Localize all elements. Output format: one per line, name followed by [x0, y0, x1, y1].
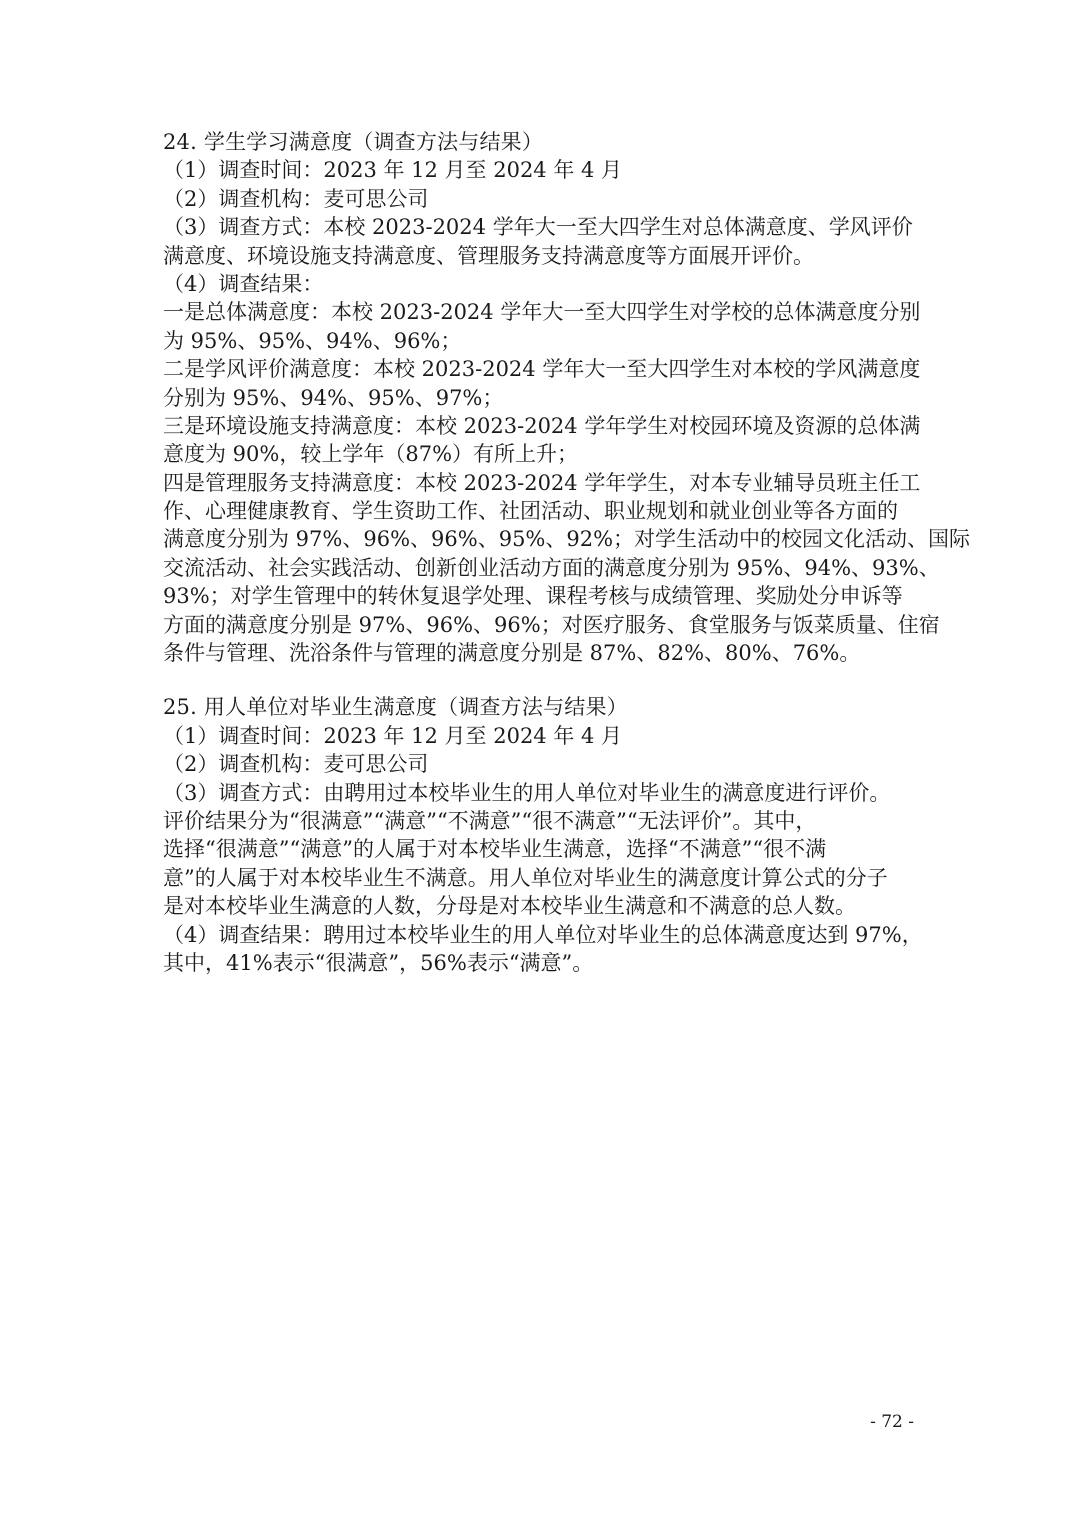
paragraph-line: 为 95%、95%、94%、96%； [163, 328, 462, 353]
paragraph-line: 二是学风评价满意度：本校 2023-2024 学年大一至大四学生对本校的学风满意度 [163, 357, 921, 382]
paragraph-line: （4）调查结果：聘用过本校毕业生的用人单位对毕业生的总体满意度达到 97%， [163, 922, 923, 947]
paragraph-line: 满意度分别为 97%、96%、96%、95%、92%；对学生活动中的校园文化活动、国际 [163, 527, 971, 552]
paragraph-line: 作、心理健康教育、学生资助工作、社团活动、职业规划和就业创业等各方面的 [163, 499, 898, 524]
paragraph-line: 三是环境设施支持满意度：本校 2023-2024 学年学生对校园环境及资源的总体满 [163, 413, 921, 438]
paragraph-line: （2）调查机构：麦可思公司 [163, 752, 429, 777]
paragraph-line: 四是管理服务支持满意度：本校 2023-2024 学年学生，对本专业辅导员班主任工 [163, 470, 921, 495]
section-25-heading: 25. 用人单位对毕业生满意度（调查方法与结果） [163, 695, 628, 720]
paragraph-line: （2）调查机构：麦可思公司 [163, 186, 429, 211]
paragraph-line: 93%；对学生管理中的转休复退学处理、课程考核与成绩管理、奖励处分申诉等 [163, 584, 903, 609]
paragraph-line: 一是总体满意度：本校 2023-2024 学年大一至大四学生对学校的总体满意度分别 [163, 300, 921, 325]
paragraph-line: 意度为 90%，较上学年（87%）有所上升； [163, 442, 579, 467]
paragraph-line: （3）调查方式：由聘用过本校毕业生的用人单位对毕业生的满意度进行评价。 [163, 780, 891, 805]
section-24-heading: 24. 学生学习满意度（调查方法与结果） [163, 130, 544, 154]
paragraph-line: （3）调查方式：本校 2023-2024 学年大一至大四学生对总体满意度、学风评价 [163, 215, 913, 240]
paragraph-line: （1）调查时间：2023 年 12 月至 2024 年 4 月 [163, 158, 623, 183]
page-number: - 72 - [870, 1412, 914, 1432]
section-25 [163, 693, 923, 977]
paragraph-line: 方面的满意度分别是 97%、96%、96%；对医疗服务、食堂服务与饭菜质量、住宿 [163, 612, 940, 637]
document-page [163, 128, 971, 977]
paragraph-line: 满意度、环境设施支持满意度、管理服务支持满意度等方面展开评价。 [163, 243, 814, 268]
paragraph-line: 评价结果分为“很满意”“满意”“不满意”“很不满意”“无法评价”。其中， [163, 808, 817, 833]
paragraph-line: 意”的人属于对本校毕业生不满意。用人单位对毕业生的满意度计算公式的分子 [163, 865, 888, 890]
paragraph-line: 其中，41%表示“很满意”，56%表示“满意”。 [163, 950, 594, 975]
paragraph-line: 分别为 95%、94%、95%、97%； [163, 385, 504, 410]
paragraph-line: （4）调查结果： [163, 271, 324, 296]
section-24 [163, 128, 971, 667]
paragraph-line: 选择“很满意”“满意”的人属于对本校毕业生满意，选择“不满意”“很不满 [163, 837, 827, 862]
paragraph-line: 条件与管理、洗浴条件与管理的满意度分别是 87%、82%、80%、76%。 [163, 641, 861, 666]
paragraph-line: 是对本校毕业生满意的人数，分母是对本校毕业生满意和不满意的总人数。 [163, 894, 856, 919]
paragraph-line: 交流活动、社会实践活动、创新创业活动方面的满意度分别为 95%、94%、93%、 [163, 555, 940, 580]
paragraph-line: （1）调查时间：2023 年 12 月至 2024 年 4 月 [163, 723, 623, 748]
